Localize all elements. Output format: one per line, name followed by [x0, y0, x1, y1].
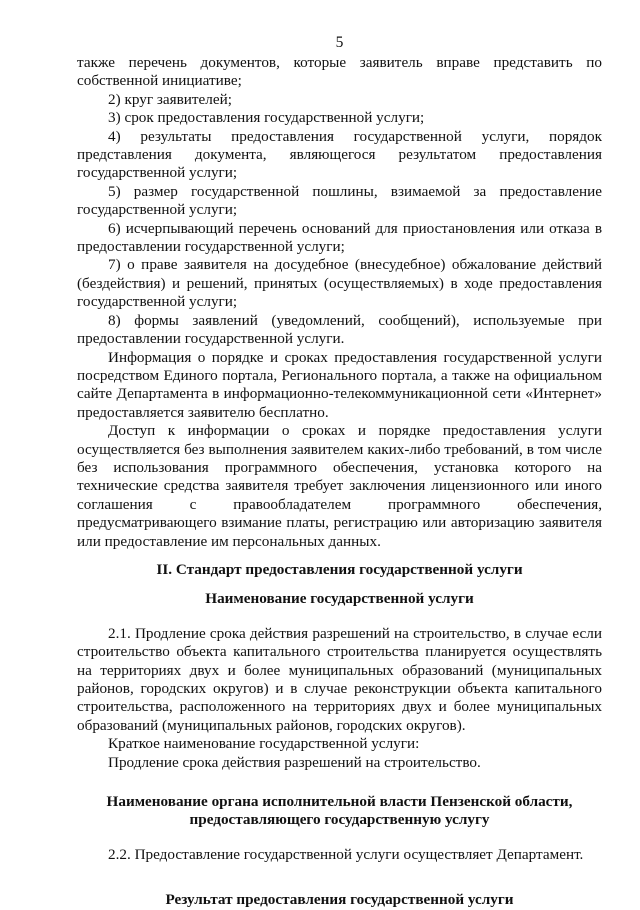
organ-heading-line-2: предоставляющего государственную услугу — [189, 811, 490, 829]
section-title: II. Стандарт предоставления государственной услуги — [156, 560, 523, 578]
spacer — [77, 772, 602, 782]
list-item-6: 6) исчерпывающий перечень оснований для приостановления или отказа в предоставлении государственной услуги; — [77, 219, 602, 256]
spacer — [77, 864, 602, 880]
organ-heading-line-1: Наименование органа исполнительной власти Пензенской области, — [106, 793, 573, 811]
spacer — [77, 830, 602, 846]
list-item-4: 4) результаты предоставления государственной услуги, порядок представления документа, являющегося результатом предоставления государственной услуги; — [77, 127, 602, 182]
spacer — [77, 609, 602, 625]
info-paragraph: Информация о порядке и сроках предоставления государственной услуги посредством Единого портала, Регионального портала, а также на официальном сайте Департамента в информационно-телекоммуникационной сети «Интернет» предоставляется заявителю бесплатно. — [77, 348, 602, 421]
continuation-paragraph: также перечень документов, которые заявитель вправе представить по собственной инициативе; — [77, 54, 602, 90]
list-item-5: 5) размер государственной пошлины, взимаемой за предоставление государственной услуги; — [77, 182, 602, 219]
paragraph-2-2: 2.2. Предоставление государственной услуги осуществляет Департамент. — [108, 845, 584, 863]
information-list-block — [77, 54, 602, 551]
list-item-2: 2) круг заявителей; — [108, 90, 232, 108]
page-number: 5 — [335, 34, 344, 51]
short-name-label: Краткое наименование государственной услуги: — [108, 735, 420, 753]
service-name-heading: Наименование государственной услуги — [205, 590, 474, 608]
access-paragraph: Доступ к информации о сроках и порядке предоставления услуги осуществляется без выполнения заявителем каких-либо требований, в том числе без использования программного обеспечения, установка которого на технические средства заявителя требует заключения лицензионного или иного соглашения с правообладателем программного обеспечения, предусматривающего взимание платы, регистрацию или авторизацию заявителя или предоставление им персональных данных. — [77, 422, 602, 550]
service-name-block — [77, 625, 602, 772]
paragraph-2-1: 2.1. Продление срока действия разрешений на строительство, в случае если строительство объекта капитального строительства планируется осуществлять на территориях двух и более муниципальных образований (муниципальных районов, городских округов) и в случае реконструкции объекта капитального строительства, расположенного на территориях двух и более муниципальных образований (муниципальных районов, городских округов). — [77, 624, 602, 734]
organ-heading — [77, 793, 602, 830]
list-item-7: 7) о праве заявителя на досудебное (внесудебное) обжалование действий (бездействия) и решений, принятых (осуществляемых) в ходе предоставления государственной услуги; — [77, 256, 602, 311]
result-heading: Результат предоставления государственной услуги — [165, 891, 514, 909]
organ-block — [77, 846, 602, 864]
short-name-value: Продление срока действия разрешений на строительство. — [108, 753, 481, 771]
list-item-8: 8) формы заявлений (уведомлений, сообщений), используемые при предоставлении государственной услуги. — [77, 311, 602, 348]
list-item-3: 3) срок предоставления государственной услуги; — [108, 109, 425, 127]
